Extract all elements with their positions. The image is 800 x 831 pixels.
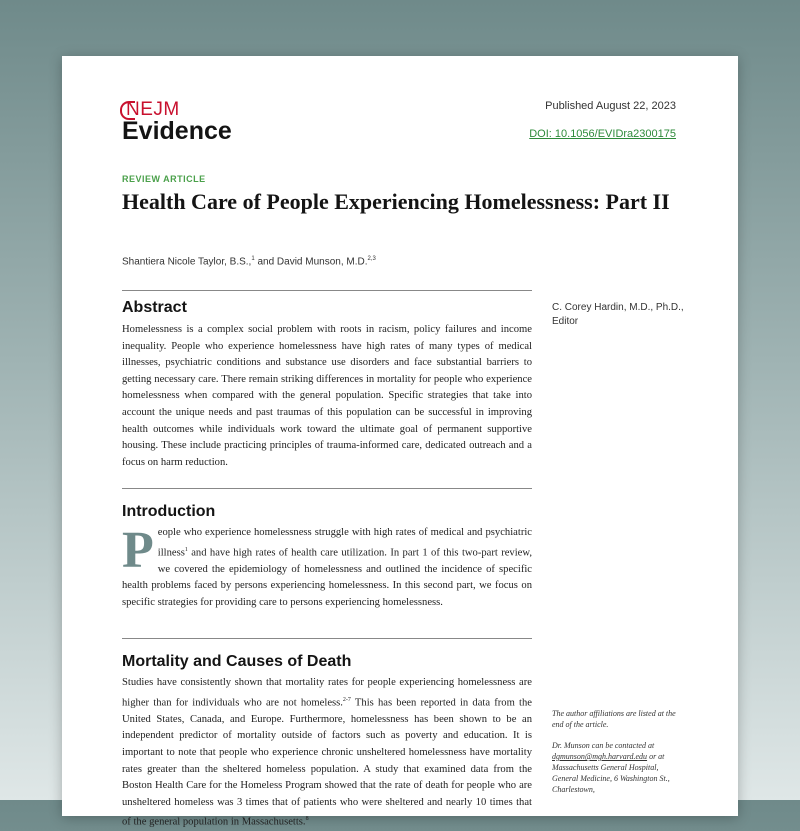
mortality-text: Studies have consistently shown that mortality rates for people experiencing homelessness are higher than for individuals who are not homeless.$^{2-7}$ This has been reported in data from the United States, Canada, and Europe. Furthermore, homelessness has been shown to be an independent predictor of mortality outside of factors such as poverty and education. It is important to note that people who experience chronic unsheltered homelessness have mortality rates greater than the sheltered homeless population. A study that examined data from the Boston Health Care for the Homeless Program showed that the rate of death for people who are unsheltered homeless was 3 times that of patients who were sheltered and nearly 10 times that of the general population in Massachusetts.$^8$	[122, 677, 532, 828]
section-divider	[122, 290, 532, 291]
article-title: Health Care of People Experiencing Homelessness: Part II	[122, 189, 670, 214]
author-line	[122, 256, 376, 267]
section-divider	[122, 488, 532, 489]
author-affiliation-ref: 2,3	[367, 256, 376, 262]
logo-ring-icon	[120, 101, 135, 120]
citation-ref[interactable]: 2-7	[342, 696, 351, 703]
mortality-heading: Mortality and Causes of Death	[122, 653, 352, 670]
nejm-evidence-logo[interactable]	[122, 100, 232, 144]
abstract-text: Homelessness is a complex social problem with roots in racism, policy failures and income inequality. People who experience homelessness have high rates of many types of medical illnesses, psychiatric conditions and substance use disorders and face substantial barriers to getting necessary care. There remain striking differences in mortality for people who experience homelessness when compared with the general population. Specific strategies that take into account the unique needs and past traumas of this population can be successful in improving health outcomes while individuals work toward the ultimate goal of permanent supportive housing. These include practicing principles of trauma-informed care, dedicated outreach and a focus on harm reduction.	[122, 324, 532, 468]
drop-cap: P	[122, 522, 154, 579]
logo-evidence-text: Evidence	[122, 117, 232, 145]
contact-email-link[interactable]: dgmunson@mgh.harvard.edu	[552, 752, 648, 761]
section-divider	[122, 638, 532, 639]
introduction-heading: Introduction	[122, 503, 216, 520]
author-affiliation-ref: 1	[251, 256, 255, 262]
introduction-text: People who experience homelessness struggle with high rates of medical and psychiatric illness$^1$ and have high rates of health care utilization. In part 1 of this two-part review, we covered the epidemiology of homelessness and outlined the incidence of specific health problems faced by persons experiencing homelessness. In this second part, we focus on specific strategies for providing care to persons experiencing homelessness.	[122, 522, 532, 608]
abstract-heading: Abstract	[122, 299, 187, 316]
doi-link[interactable]: DOI: 10.1056/EVIDra2300175	[529, 128, 676, 140]
logo-nejm-text: NEJM	[122, 100, 232, 120]
affiliations-note: The author affiliations are listed at the end of the article.	[552, 709, 676, 729]
article-type-label: REVIEW ARTICLE	[122, 174, 206, 184]
author-name: and David Munson, M.D.	[254, 256, 368, 268]
article-page	[62, 56, 738, 828]
contact-note: Dr. Munson can be contacted at dgmunson@mgh.harvard.edu or at Massachusetts General Hospital, General Medicine, 6 Washington St., Charlestown,	[552, 741, 670, 794]
citation-ref[interactable]: 1	[184, 546, 188, 553]
author-name: Shantiera Nicole Taylor, B.S.,	[122, 256, 252, 268]
citation-ref[interactable]: 8	[305, 816, 309, 823]
publication-info	[529, 100, 676, 140]
editor-credit: C. Corey Hardin, M.D., Ph.D., Editor	[552, 302, 684, 327]
published-date: Published August 22, 2023	[545, 100, 676, 112]
